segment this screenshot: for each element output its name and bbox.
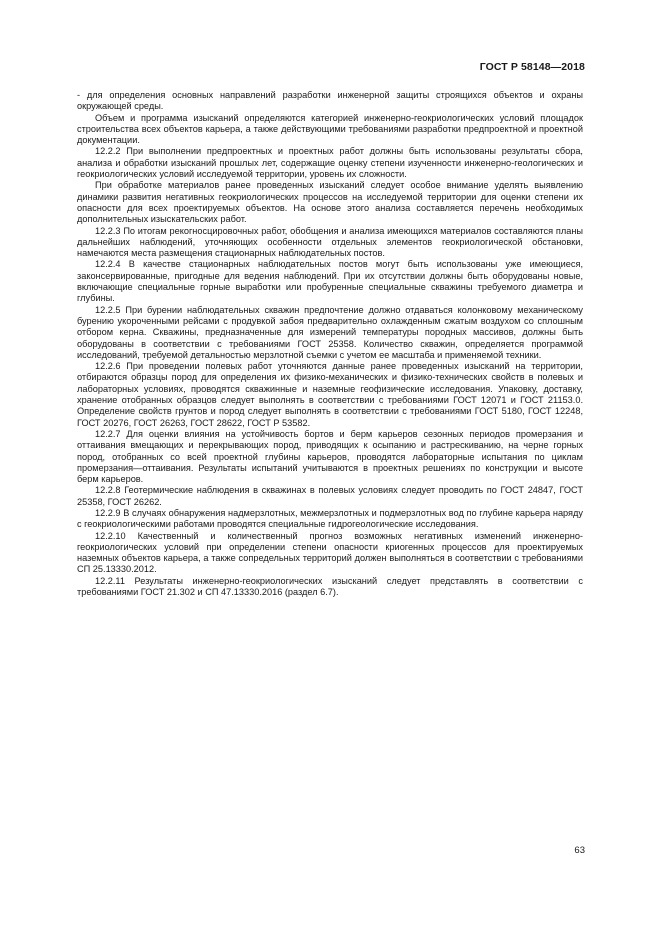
document-standard-id: ГОСТ Р 58148—2018	[479, 61, 585, 73]
paragraph-12-2-10: 12.2.10 Качественный и количественный прогноз возможных негативных изменений инженерно-геокриологических условий при определении степени опасности криогенных процессов для проектируемых наземных объектов карьера, а также сопредельных территорий должен выполняться в соответствии с требованиями СП 25.13330.2012.	[77, 530, 583, 575]
paragraph-12-2-9: 12.2.9 В случаях обнаружения надмерзлотных, межмерзлотных и подмерзлотных вод по глубине карьера наряду с геокриологическими работами проводятся специальные гидрогеологические исследования.	[77, 507, 583, 530]
paragraph-12-2-8: 12.2.8 Геотермические наблюдения в скважинах в полевых условиях следует проводить по ГОСТ 24847, ГОСТ 25358, ГОСТ 26262.	[77, 485, 583, 507]
paragraph-survey-scope: Объем и программа изысканий определяются категорией инженерно-геокриологических условий площадок строительства всех объектов карьера, а также действующими требованиями разработки предпроектной и проектной документации.	[77, 112, 583, 146]
paragraph-12-2-5: 12.2.5 При бурении наблюдательных скважин предпочтение должно отдаваться колонковому механическому бурению укороченными рейсами с продувкой забоя предварительно охлажденным сжатым воздухом со сплошным отбором керна. Скважины, предназначенные для измерений температуры породных массивов, должны быть оборудованы в соответствии с требованиями ГОСТ 25358. Количество скважин, определяется программой исследований, требуемой детальностью мерзлотной съемки с учетом ее масштаба и применяемой техники.	[77, 304, 583, 360]
paragraph-12-2-2: 12.2.2 При выполнении предпроектных и проектных работ должны быть использованы результаты сбора, анализа и обработки изысканий прошлых лет, содержащие оценку степени изученности инженерно-геологических и геокриологических условий исследуемой территории, уровень их сложности.	[77, 146, 583, 180]
paragraph-dash-item: - для определения основных направлений разработки инженерной защиты строящихся объектов и охраны окружающей среды.	[77, 90, 583, 112]
paragraph-12-2-7: 12.2.7 Для оценки влияния на устойчивость бортов и берм карьеров сезонных периодов промерзания и оттаивания вмещающих и перекрывающих пород, приводящих к осыпанию и растрескиванию, на черне горных пород, отобранных со всей проектной глубины карьеров, проводятся лабораторные испытания по циклам промерзания—оттаивания. Результаты испытаний учитываются в проектных решениях по конструкции и высоте берм карьеров.	[77, 428, 583, 485]
paragraph-12-2-4: 12.2.4 В качестве стационарных наблюдательных постов могут быть использованы уже имеющиеся, законсервированные, пригодные для ведения наблюдений. При их отсутствии должны быть оборудованы новые, включающие специальные горные выработки или пробуренные специальные скважины требуемого диаметра и глубины.	[77, 259, 583, 304]
document-body	[77, 90, 583, 598]
paragraph-material-processing: При обработке материалов ранее проведенных изысканий следует особое внимание уделять выявлению динамики развития негативных геокриологических процессов на исследуемой территории для оценки степени их опасности для всех проектируемых объектов. На основе этого анализа составляется перечень необходимых дополнительных изыскательских работ.	[77, 180, 583, 225]
page-number: 63	[574, 845, 585, 856]
paragraph-12-2-3: 12.2.3 По итогам рекогносцировочных работ, обобщения и анализа имеющихся материалов составляются планы дальнейших наблюдений, уточняющих особенности отдельных элементов геокриологической обстановки, намечаются места размещения стационарных наблюдательных постов.	[77, 225, 583, 259]
paragraph-12-2-6: 12.2.6 При проведении полевых работ уточняются данные ранее проведенных изысканий на территории, отбираются образцы пород для определения их физико-механических и физико-технических свойств в полевых и лабораторных условиях, проводятся скважинные и наземные геофизические исследования. Упаковку, доставку, хранение отобранных образцов следует выполнять в соответствии с требованиями ГОСТ 12071 и ГОСТ 21153.0. Определение свойств грунтов и пород следует выполнять в соответствии с требованиями ГОСТ 5180, ГОСТ 12248, ГОСТ 20276, ГОСТ 26263, ГОСТ 28622, ГОСТ Р 53582.	[77, 361, 583, 428]
paragraph-12-2-11: 12.2.11 Результаты инженерно-геокриологических изысканий следует представлять в соответствии с требованиями ГОСТ 21.302 и СП 47.13330.2016 (раздел 6.7).	[77, 575, 583, 598]
